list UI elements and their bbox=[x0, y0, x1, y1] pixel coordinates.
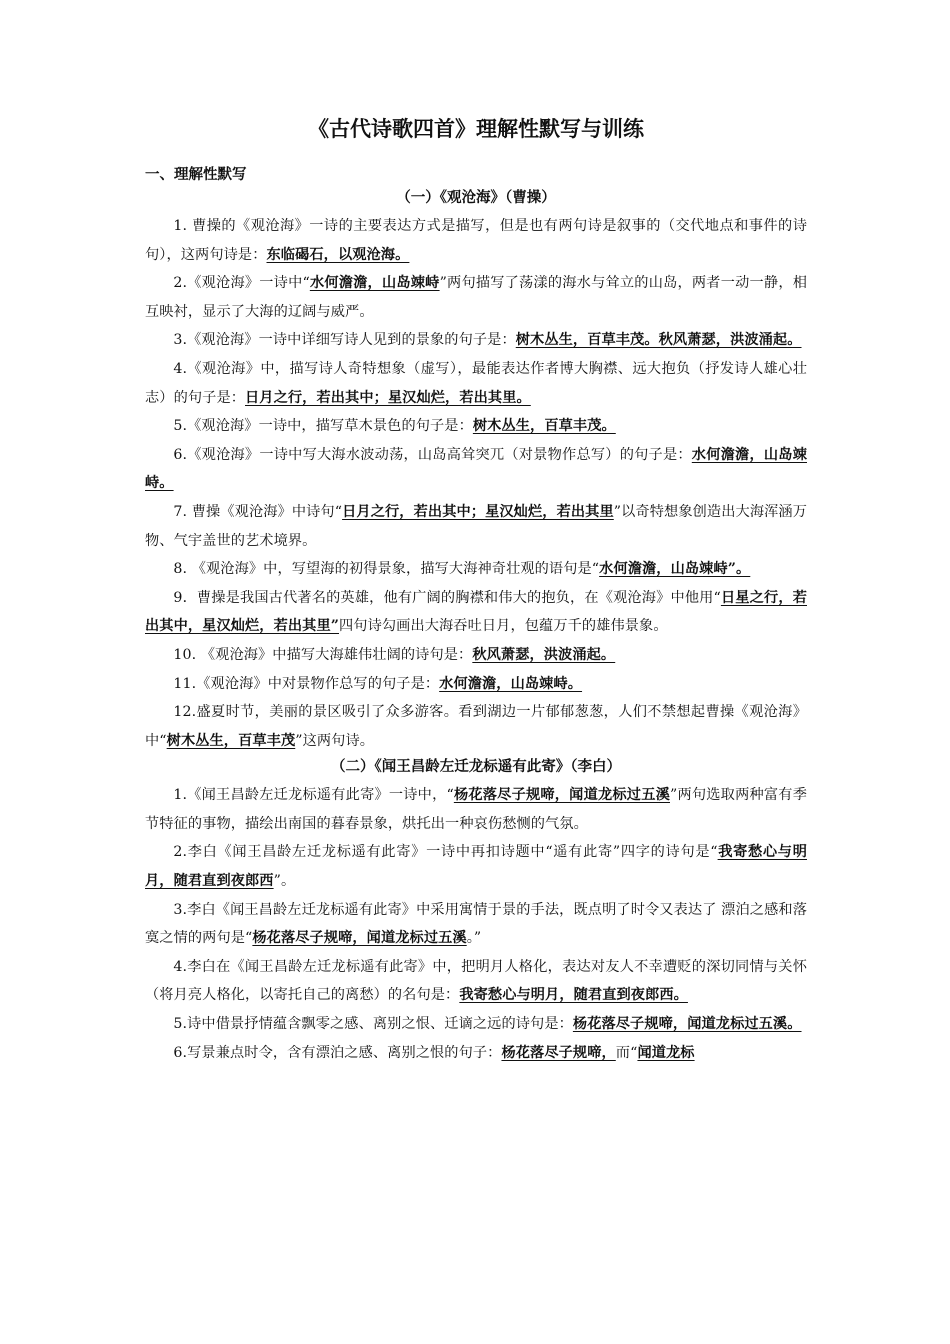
question-item bbox=[145, 641, 807, 670]
question-item bbox=[145, 498, 807, 555]
question-text: ”。 bbox=[273, 873, 296, 890]
answer-text: 我寄愁心与明月，随君直到夜郎西 bbox=[145, 844, 807, 890]
question-text: ”这两句诗。 bbox=[295, 732, 375, 749]
question-item bbox=[145, 896, 807, 953]
answer-text: 日月之行，若出其中；星汉灿烂，若出其里 bbox=[342, 503, 614, 520]
answer-text: 日星之行，若出其中，星汉灿烂，若出其里” bbox=[145, 589, 807, 635]
answer-text: 日月之行，若出其中；星汉灿烂，若出其里。 bbox=[245, 389, 531, 406]
question-item bbox=[145, 326, 807, 355]
question-text: 6.写景兼点时令，含有漂泊之感、离别之恨的句子： bbox=[173, 1044, 502, 1061]
question-text: 11.《观沧海》中对景物作总写的句子是： bbox=[173, 675, 440, 692]
question-text: 。” bbox=[466, 930, 482, 947]
answer-text: 杨花落尽子规啼，闻道龙标过五溪 bbox=[252, 930, 467, 947]
question-text: 3.李白《闻王昌龄左迁龙标遥有此寄》中采用寓情于景的手法，既点明了时令又表达了 漂泊之感和落寞之情的两句是“ bbox=[145, 901, 807, 947]
question-item bbox=[145, 1039, 807, 1068]
answer-text: 树木丛生，百草丰茂。秋风萧瑟，洪波涌起。 bbox=[515, 332, 802, 349]
answer-text: 东临碣石，以观沧海。 bbox=[266, 246, 410, 263]
question-text: 12.盛夏时节，美丽的景区吸引了众多游客。看到湖边一片郁郁葱葱，人们不禁想起曹操《观沧海》中“ bbox=[145, 704, 807, 749]
question-text: 9．曹操是我国古代著名的英雄，他有广阔的胸襟和伟大的抱负，在《观沧海》中他用“ bbox=[173, 589, 721, 606]
answer-text: 我寄愁心与明月，随君直到夜郎西。 bbox=[459, 987, 688, 1004]
page-title: 《古代诗歌四首》理解性默写与训练 bbox=[308, 117, 644, 141]
answer-text: 树木丛生，百草丰茂。 bbox=[472, 418, 616, 435]
question-item bbox=[145, 355, 807, 412]
section-heading: 一、理解性默写 bbox=[145, 167, 247, 183]
question-text: 7. 曹操《观沧海》中诗句“ bbox=[173, 503, 343, 520]
answer-text: 水何澹澹，山岛竦峙 bbox=[309, 275, 440, 292]
question-text: 四句诗勾画出大海吞吐日月，包蕴万千的雄伟景象。 bbox=[339, 618, 668, 635]
question-text: 3.《观沧海》一诗中详细写诗人见到的景象的句子是： bbox=[173, 332, 516, 349]
question-item bbox=[145, 584, 807, 641]
question-item bbox=[145, 670, 807, 699]
question-item bbox=[145, 698, 807, 755]
question-item bbox=[145, 953, 807, 1010]
question-item bbox=[145, 781, 807, 838]
question-item bbox=[145, 269, 807, 326]
question-text: 10. 《观沧海》中描写大海雄伟壮阔的诗句是： bbox=[173, 646, 473, 663]
answer-text: 杨花落尽子规啼，闻道龙标过五溪 bbox=[453, 787, 670, 804]
question-text: 5.《观沧海》一诗中，描写草木景色的句子是： bbox=[173, 418, 473, 435]
question-groups bbox=[145, 186, 807, 1067]
question-item bbox=[145, 1010, 807, 1039]
poem-heading: （二）《闻王昌龄左迁龙标遥有此寄》（李白） bbox=[331, 759, 621, 776]
question-text: 8. 《观沧海》中，写望海的初得景象，描写大海神奇壮观的语句是“ bbox=[173, 561, 600, 578]
document-content bbox=[145, 112, 807, 1067]
question-item bbox=[145, 555, 807, 584]
question-text: ”两句选取两种富有季节特征的事物，描绘出南国的暮春景象，烘托出一种哀伤愁恻的气氛。 bbox=[145, 787, 807, 832]
answer-text: 水何澹澹，山岛竦峙。 bbox=[145, 446, 807, 492]
poem-heading: （一）《观沧海》（曹操） bbox=[396, 190, 556, 206]
answer-text: 杨花落尽子规啼，闻道龙标过五溪。 bbox=[572, 1016, 802, 1033]
question-item bbox=[145, 212, 807, 269]
question-text: 4.《观沧海》中，描写诗人奇特想象（虚写），最能表达作者博大胸襟、远大抱负（抒发诗人雄心壮志）的句子是： bbox=[145, 360, 807, 406]
question-item bbox=[145, 441, 807, 498]
answer-text: 水何澹澹，山岛竦峙”。 bbox=[599, 561, 751, 578]
question-item bbox=[145, 838, 807, 895]
answer-text: 闻道龙标 bbox=[637, 1044, 695, 1061]
question-item bbox=[145, 412, 807, 441]
question-text: ”两句描写了荡漾的海水与耸立的山岛，两者一动一静，相互映衬，显示了大海的辽阔与威严。 bbox=[145, 275, 808, 320]
question-text: 1.《闻王昌龄左迁龙标遥有此寄》一诗中，“ bbox=[173, 787, 454, 804]
question-text: 1. 曹操的《观沧海》一诗的主要表达方式是描写，但是也有两句诗是叙事的（交代地点和事件的诗句），这两句诗是： bbox=[145, 218, 807, 263]
answer-text: 树木丛生，百草丰茂 bbox=[166, 732, 296, 749]
question-text: 2.李白《闻王昌龄左迁龙标遥有此寄》一诗中再扣诗题中“遥有此寄”四字的诗句是“ bbox=[173, 844, 718, 861]
answer-text: 水何澹澹，山岛竦峙。 bbox=[439, 675, 583, 692]
question-text: 2.《观沧海》一诗中“ bbox=[173, 275, 310, 292]
answer-text: 杨花落尽子规啼， bbox=[501, 1044, 616, 1061]
question-text: 而“ bbox=[615, 1044, 638, 1061]
question-text: 4.李白在《闻王昌龄左迁龙标遥有此寄》中，把明月人格化，表达对友人不幸遭贬的深切同情与关怀（将月亮人格化，以寄托自己的离愁）的名句是： bbox=[145, 958, 807, 1004]
question-text: ”以奇特想象创造出大海浑涵万物、气宇盖世的艺术境界。 bbox=[145, 503, 808, 549]
question-text: 6.《观沧海》一诗中写大海水波动荡，山岛高耸突兀（对景物作总写）的句子是： bbox=[173, 446, 692, 463]
question-text: 5.诗中借景抒情蕴含飘零之感、离别之恨、迁谪之远的诗句是： bbox=[173, 1016, 573, 1033]
answer-text: 秋风萧瑟，洪波涌起。 bbox=[472, 646, 616, 663]
